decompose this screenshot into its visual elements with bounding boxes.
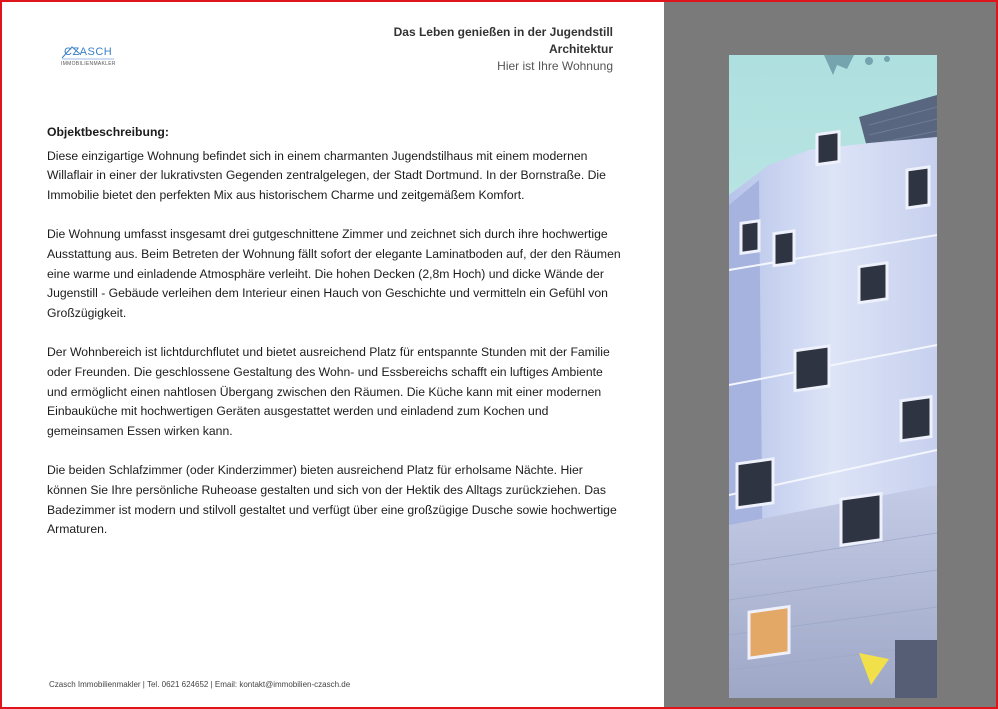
- company-logo: [58, 44, 118, 70]
- footer-contact: Czasch Immobilienmakler | Tel. 0621 624652 | Email: kontakt@immobilien-czasch.de: [49, 680, 351, 689]
- header-subtitle: Hier ist Ihre Wohnung: [497, 59, 613, 73]
- paragraph-2: Die Wohnung umfasst insgesamt drei gutgeschnittene Zimmer und zeichnet sich durch ihre hochwertige Ausstattung aus. Beim Betreten der Wohnung fällt sofort der elegante Laminatboden auf, der den Räumen eine warme und einladende Atmosphäre verleiht. Die hohen Decken (2,8m Hoch) und dicke Wände der Jugenstill - Gebäude verleihen dem Interieur einen Hauch von Geschichte und vermitteln ein Gefühl von Großzügigkeit.: [47, 227, 621, 320]
- paragraph-4: Die beiden Schlafzimmer (oder Kinderzimmer) bieten ausreichend Platz für erholsame Nächte. Hier können Sie Ihre persönliche Ruheoase gestalten und sich von der Hektik des Alltags zurückziehen. Das Badezimmer ist modern und stilvoll gestaltet und verfügt über eine großzügige Dusche sowie hochwertige Armaturen.: [47, 463, 617, 537]
- building-photo: [729, 55, 937, 698]
- object-description: [47, 123, 622, 560]
- logo-name: CZASCH: [64, 46, 113, 58]
- section-heading: Objektbeschreibung:: [47, 125, 169, 139]
- logo-tagline: IMMOBILIENMAKLER: [61, 61, 116, 67]
- document-header: [394, 24, 613, 75]
- paragraph-3: Der Wohnbereich ist lichtdurchflutet und bietet ausreichend Platz für entspannte Stunden mit der Familie oder Freunden. Die geschlossene Gestaltung des Wohn- und Essbereichs schafft ein luftiges Ambiente und ermöglicht einen nahtlosen Übergang zwischen den Räumen. Die Küche kann mit einer modernen Einbauküche mit hochwertigen Geräten ausgestattet werden und einladend zum Kochen und gemeinsamen Essen wirken kann.: [47, 345, 610, 438]
- header-title-line-2: Architektur: [548, 42, 613, 56]
- building-illustration: [729, 55, 937, 698]
- header-title-line-1: Das Leben genießen in der Jugendstill: [393, 25, 613, 39]
- paragraph-1: Diese einzigartige Wohnung befindet sich in einem charmanten Jugendstilhaus mit einem modernen Willaflair in einer der lukrativsten Gegenden zentralgelegen, der Stadt Dortmund. In der Bornstraße. Die Immobilie bietet den perfekten Mix aus historischem Charme und zeitgemäßem Komfort.: [47, 148, 606, 202]
